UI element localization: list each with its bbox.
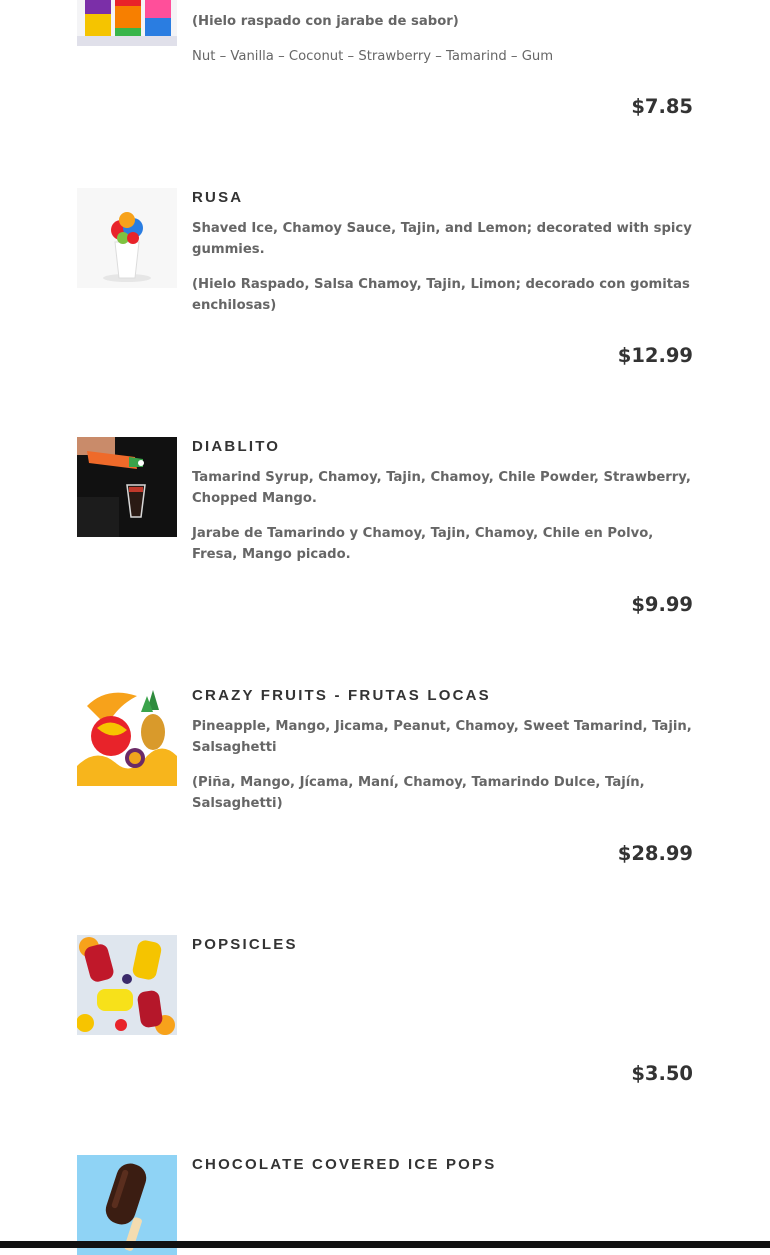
rusa-snow-cone-image[interactable] bbox=[77, 188, 177, 288]
menu-item-content bbox=[192, 437, 693, 565]
menu-item-content bbox=[192, 686, 693, 814]
item-price: $3.50 bbox=[631, 1062, 693, 1085]
item-description-spanish: (Piña, Mango, Jícama, Maní, Chamoy, Tamarindo Dulce, Tajín, Salsaghetti) bbox=[192, 775, 645, 811]
item-title: DIABLITO bbox=[192, 438, 281, 455]
item-price: $28.99 bbox=[617, 842, 693, 865]
menu-item-content bbox=[192, 935, 693, 956]
item-title: POPSICLES bbox=[192, 936, 298, 953]
rainbow-raspado-image[interactable] bbox=[77, 0, 177, 46]
item-description-english: Tamarind Syrup, Chamoy, Tajin, Chamoy, Chile Powder, Strawberry, Chopped Mango. bbox=[192, 470, 691, 506]
diablito-drink-image[interactable] bbox=[77, 437, 177, 537]
item-description-spanish: Jarabe de Tamarindo y Chamoy, Tajin, Chamoy, Chile en Polvo, Fresa, Mango picado. bbox=[192, 526, 654, 562]
crazy-fruits-image[interactable] bbox=[77, 686, 177, 786]
item-title: CRAZY FRUITS - FRUTAS LOCAS bbox=[192, 687, 491, 704]
item-price: $12.99 bbox=[617, 344, 693, 367]
item-price: $9.99 bbox=[631, 593, 693, 616]
item-description-spanish: (Hielo Raspado, Salsa Chamoy, Tajin, Limon; decorado con gomitas enchilosas) bbox=[192, 277, 690, 313]
item-description-english: Shaved Ice, Chamoy Sauce, Tajin, and Lemon; decorated with spicy gummies. bbox=[192, 221, 692, 257]
item-flavors: Nut – Vanilla – Coconut – Strawberry – Tamarind – Gum bbox=[192, 49, 554, 64]
menu-item-content bbox=[192, 1155, 693, 1176]
item-title: CHOCOLATE COVERED ICE POPS bbox=[192, 1156, 497, 1173]
popsicles-image[interactable] bbox=[77, 935, 177, 1035]
chocolate-ice-pop-image[interactable] bbox=[77, 1155, 177, 1255]
item-description-english: Pineapple, Mango, Jicama, Peanut, Chamoy, Sweet Tamarind, Tajin, Salsaghetti bbox=[192, 719, 692, 755]
menu-item-content bbox=[192, 188, 693, 316]
bottom-bar bbox=[0, 1241, 770, 1248]
item-description-spanish: (Hielo raspado con jarabe de sabor) bbox=[192, 14, 459, 29]
menu-item-content bbox=[192, 11, 693, 67]
item-price: $7.85 bbox=[631, 95, 693, 118]
item-title: RUSA bbox=[192, 189, 244, 206]
